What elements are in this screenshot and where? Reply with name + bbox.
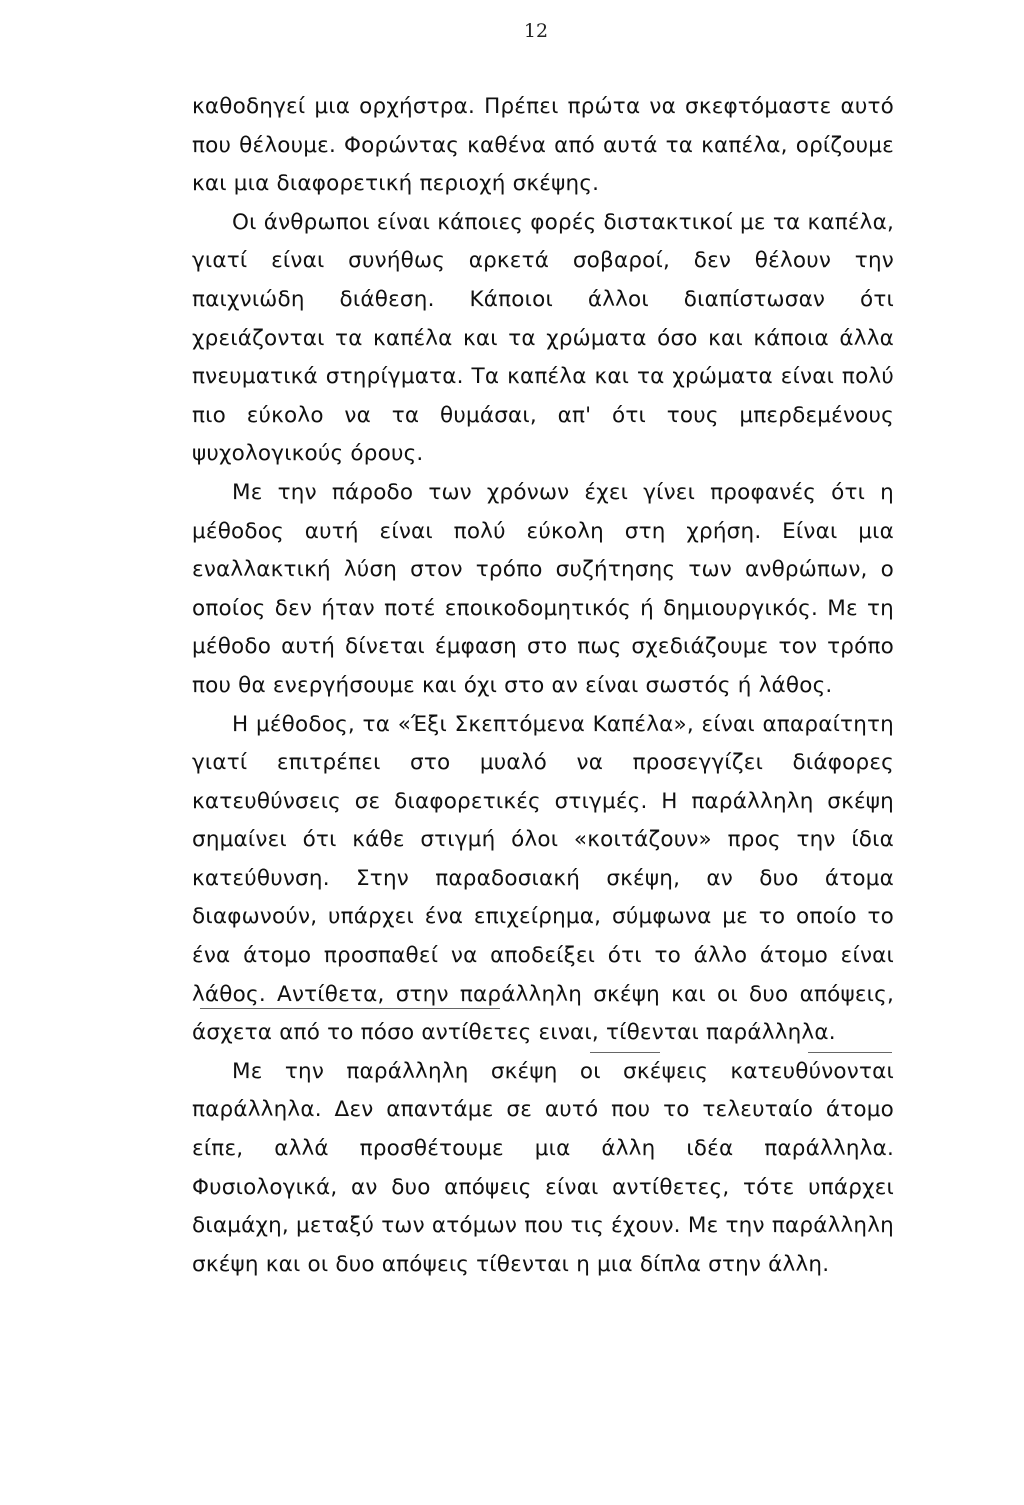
scan-underline-mark — [590, 1052, 660, 1053]
paragraph-1: καθοδηγεί μια ορχήστρα. Πρέπει πρώτα να σκεφτόμαστε αυτό που θέλουμε. Φορώντας καθένα από αυτά τα καπέλα, ορίζουμε και μια διαφορετική περιοχή σκέψης. — [192, 94, 894, 197]
body-text — [192, 88, 894, 1284]
paragraph-3: Με την πάροδο των χρόνων έχει γίνει προφανές ότι η μέθοδος αυτή είναι πολύ εύκολη στη χρήση. Είναι μια εναλλακτική λύση στον τρόπο συζήτησης των ανθρώπων, ο οποίος δεν ήταν ποτέ εποικοδομητικός ή δημιουργικός. Με τη μέθοδο αυτή δίνεται έμφαση στο πως σχεδιάζουμε τον τρόπο που θα ενεργήσουμε και όχι στο αν είναι σωστός ή λάθος. — [192, 479, 894, 698]
scan-underline-mark — [808, 1052, 892, 1053]
scan-underline-mark — [200, 1008, 500, 1009]
paragraph-4: Η μέθοδος, τα «Έξι Σκεπτόμενα Καπέλα», είναι απαραίτητη γιατί επιτρέπει στο μυαλό να προσεγγίζει διάφορες κατευθύνσεις σε διαφορετικές στιγμές. Η παράλληλη σκέψη σημαίνει ότι κάθε στιγμή όλοι «κοιτάζουν» προς την ίδια κατεύθυνση. Στην παραδοσιακή σκέψη, αν δυο άτομα διαφωνούν, υπάρχει ένα επιχείρημα, σύμφωνα με το οποίο το ένα άτομο προσπαθεί να αποδείξει ότι το άλλο άτομο είναι λάθος. Αντίθετα, στην παράλληλη σκέψη και οι δυο απόψεις, άσχετα από το πόσο αντίθετες ειναι, τίθενται παράλληλα. — [192, 711, 894, 1046]
page-number: 12 — [523, 20, 549, 42]
paragraph-2: Οι άνθρωποι είναι κάποιες φορές διστακτικοί με τα καπέλα, γιατί είναι συνήθως αρκετά σοβαροί, δεν θέλουν την παιχνιώδη διάθεση. Κάποιοι άλλοι διαπίστωσαν ότι χρειάζονται τα καπέλα και τα χρώματα όσο και κάποια άλλα πνευματικά στηρίγματα. Τα καπέλα και τα χρώματα είναι πολύ πιο εύκολο να τα θυμάσαι, απ' ότι τους μπερδεμένους ψυχολογικούς όρους. — [192, 209, 894, 467]
paragraph-5: Με την παράλληλη σκέψη οι σκέψεις κατευθύνονται παράλληλα. Δεν απαντάμε σε αυτό που το τελευταίο άτομο είπε, αλλά προσθέτουμε μια άλλη ιδέα παράλληλα. Φυσιολογικά, αν δυο απόψεις είναι αντίθετες, τότε υπάρχει διαμάχη, μεταξύ των ατόμων που τις έχουν. Με την παράλληλη σκέψη και οι δυο απόψεις τίθενται η μια δίπλα στην άλλη. — [192, 1058, 894, 1277]
